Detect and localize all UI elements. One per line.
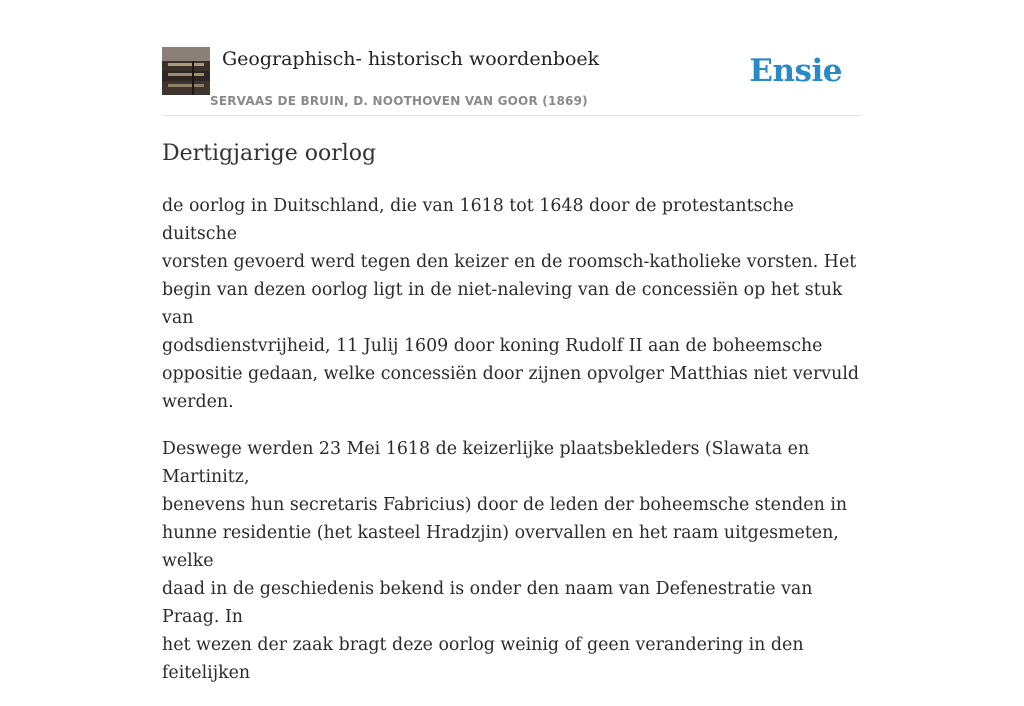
- paragraph-1: de oorlog in Duitschland, die van 1618 tot 1648 door de protestantsche duitsche vorsten gevoerd werd tegen den keizer en de roomsch-katholieke vorsten. Het begin van dezen oorlog ligt in de niet-naleving van de concessiën op het stuk van godsdienstvrijheid, 11 Julij 1609 door koning Rudolf II aan de boheemsche oppositie gedaan, welke concessiën door zijnen opvolger Matthias niet vervuld werden.: [162, 196, 860, 412]
- entry-body: [162, 192, 862, 706]
- book-author: SERVAAS DE BRUIN, D. NOOTHOVEN VAN GOOR (1869): [210, 94, 588, 108]
- book-header: [162, 47, 862, 116]
- book-spines-icon: [162, 47, 210, 95]
- entry-title: Dertigjarige oorlog: [162, 141, 377, 166]
- book-title[interactable]: Geographisch- historisch woordenboek: [222, 48, 600, 70]
- book-avatar[interactable]: [162, 47, 210, 95]
- paragraph-2: Deswege werden 23 Mei 1618 de keizerlijke plaatsbekleders (Slawata en Martinitz, benevens hun secretaris Fabricius) door de leden der boheemsche stenden in hunne residentie (het kasteel Hradzjin) overvallen en het raam uitgesmeten, welke daad in de geschiedenis bekend is onder den naam van Defenestratie van Praag. In het wezen der zaak bragt deze oorlog weinig of geen verandering in den feitelijken: [162, 439, 848, 683]
- ensie-logo-link[interactable]: Ensie: [749, 53, 842, 89]
